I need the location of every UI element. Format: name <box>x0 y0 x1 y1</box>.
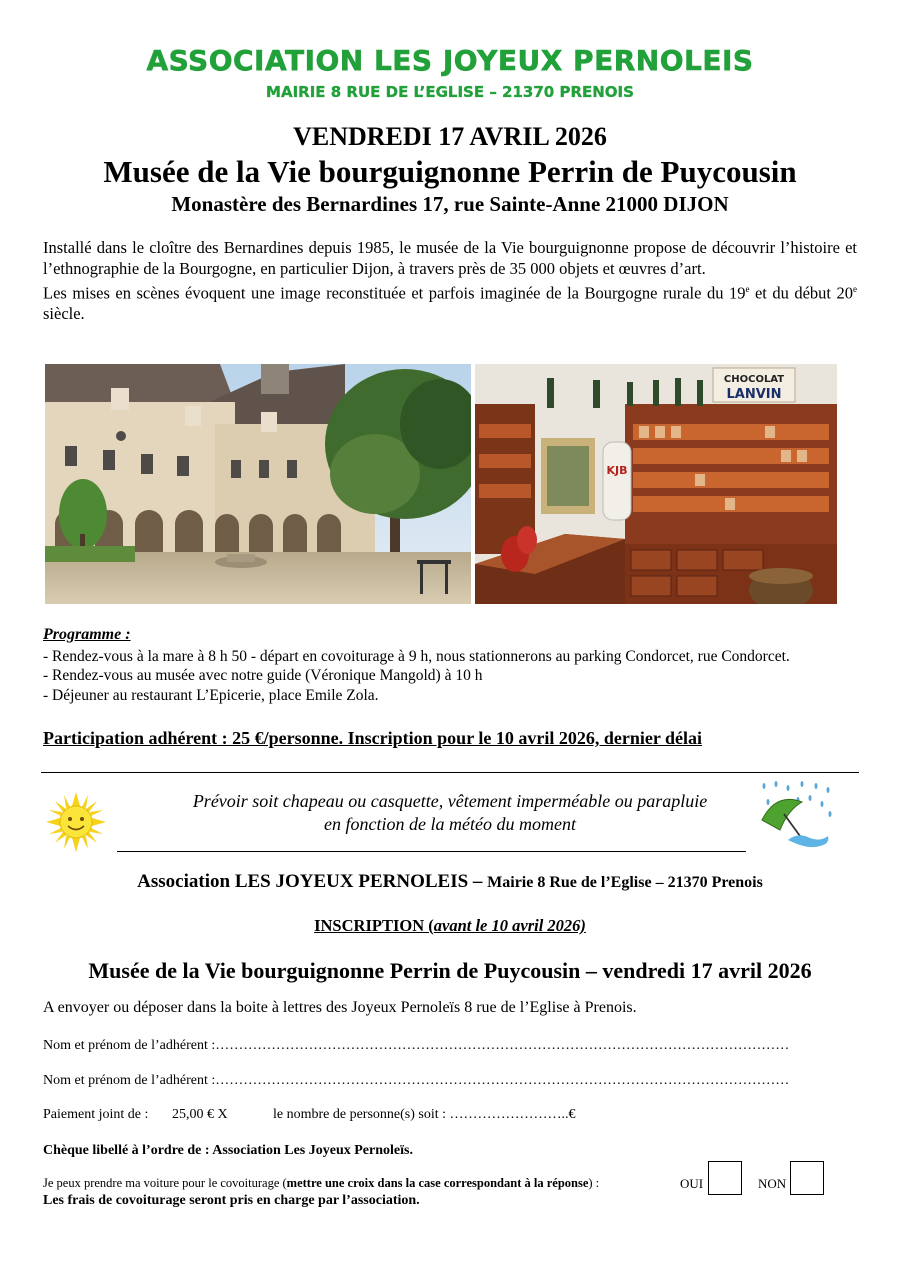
intro-paragraph-1: Installé dans le cloître des Bernardines depuis 1985, le musée de la Vie bourguignonne propose de découvrir l’histoire et l’ethnographie de la Bourgogne, en particulier Dijon, à travers près de 35 000 objets et œuvres d’art. <box>43 238 857 278</box>
programme-title: Programme : <box>43 626 131 643</box>
intro-paragraph-2-b: et du début 20 <box>749 283 853 303</box>
inscription-title <box>0 916 900 936</box>
umbrella-rain-icon <box>758 780 834 852</box>
yes-label: OUI <box>680 1176 704 1191</box>
member-name-field-2[interactable]: Nom et prénom de l’adhérent :…………………………………………………………………………………………………………… <box>43 1073 790 1088</box>
inscription-title-main: INSCRIPTION ( <box>314 916 434 935</box>
museum-address: Monastère des Bernardines 17, rue Sainte-Anne 21000 DIJON <box>171 192 729 216</box>
participation-info: Participation adhérent : 25 €/personne. Inscription pour le 10 avril 2026, dernier délai <box>43 728 702 748</box>
intro-paragraph-2-c: siècle. <box>43 304 85 323</box>
superscript-e-2: e <box>853 284 857 294</box>
intro-text <box>43 238 857 325</box>
carpool-question <box>43 1176 599 1191</box>
programme-item-3: - Déjeuner au restaurant L’Epicerie, place Emile Zola. <box>43 687 379 704</box>
no-checkbox[interactable] <box>790 1161 824 1195</box>
form-title: Musée de la Vie bourguignonne Perrin de Puycousin – vendredi 17 avril 2026 <box>88 958 812 983</box>
divider-bottom <box>117 851 746 852</box>
museum-name: Musée de la Vie bourguignonne Perrin de Puycousin <box>103 154 797 189</box>
shop-sign-lanvin: LANVIN <box>726 387 782 402</box>
payment-label: Paiement joint de : <box>43 1107 149 1122</box>
weather-note <box>150 790 750 836</box>
programme-item-1: - Rendez-vous à la mare à 8 h 50 - départ en covoiturage à 9 h, nous stationnerons au parking Condorcet, rue Condorcet. <box>43 648 790 665</box>
association-title: ASSOCIATION LES JOYEUX PERNOLEIS <box>146 44 754 77</box>
footer-association-name: Association LES JOYEUX PERNOLEIS – <box>137 871 488 892</box>
weather-note-line-2: en fonction de la météo du moment <box>324 814 576 834</box>
member-name-field-1[interactable]: Nom et prénom de l’adhérent :…………………………………………………………………………………………………………… <box>43 1038 790 1053</box>
footer-association <box>0 871 900 893</box>
intro-paragraph-2 <box>43 279 857 325</box>
carpool-question-b: mettre une croix dans la case correspondant à la réponse <box>286 1176 589 1190</box>
programme-item-2: - Rendez-vous au musée avec notre guide (Véronique Mangold) à 10 h <box>43 667 483 684</box>
sun-icon <box>46 792 106 852</box>
superscript-e: e <box>745 284 750 294</box>
send-instructions: A envoyer ou déposer dans la boite à lettres des Joyeux Pernoleïs 8 rue de l’Eglise à Prenois. <box>43 999 637 1016</box>
payment-amount: 25,00 € X <box>172 1107 228 1122</box>
event-date: VENDREDI 17 AVRIL 2026 <box>293 122 607 151</box>
yes-checkbox[interactable] <box>708 1161 742 1195</box>
association-address: MAIRIE 8 RUE DE L’EGLISE – 21370 PRENOIS <box>266 83 634 101</box>
carpool-costs: Les frais de covoiturage seront pris en charge par l’association. <box>43 1193 420 1208</box>
divider-top <box>41 772 859 773</box>
carpool-question-a: Je peux prendre ma voiture pour le covoiturage ( <box>43 1176 287 1190</box>
shop-sign-chocolat: CHOCOLAT <box>723 374 785 385</box>
persons-count-field[interactable]: le nombre de personne(s) soit : ……………………..€ <box>273 1107 576 1122</box>
shop-photo <box>475 364 837 604</box>
cloister-photo <box>45 364 471 604</box>
footer-association-address: Mairie 8 Rue de l’Eglise – 21370 Prenois <box>487 874 763 891</box>
jar-label-kjb: KJB <box>606 464 628 477</box>
inscription-title-deadline: avant le 10 avril 2026) <box>433 916 586 935</box>
weather-note-line-1: Prévoir soit chapeau ou casquette, vêtement imperméable ou parapluie <box>192 791 708 811</box>
intro-paragraph-2-a: Les mises en scènes évoquent une image reconstituée et parfois imaginée de la Bourgogne rurale du 19 <box>43 283 746 303</box>
no-label: NON <box>758 1176 787 1191</box>
cheque-instruction: Chèque libellé à l’ordre de : Association Les Joyeux Pernoleïs. <box>43 1143 413 1158</box>
carpool-question-c: ) : <box>588 1176 600 1190</box>
